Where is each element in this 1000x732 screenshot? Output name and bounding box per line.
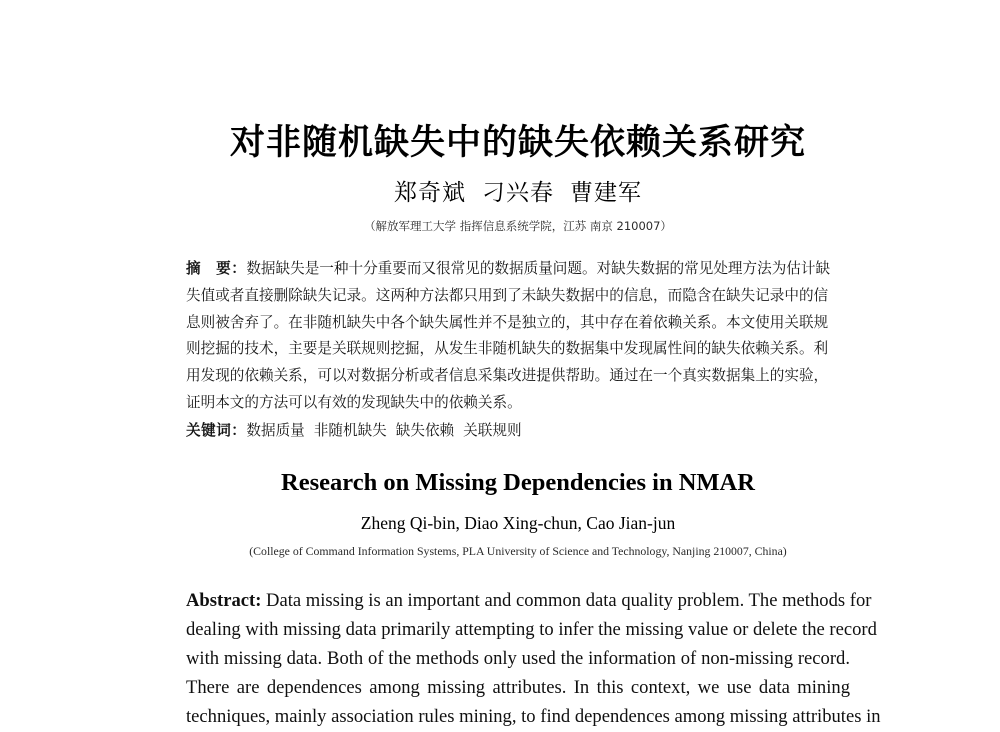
english-abstract-text-1: Data missing is an important and common data quality problem. The methods for — [266, 589, 872, 611]
chinese-author-1: 郑奇斌 — [394, 180, 466, 206]
english-author-list: Zheng Qi-bin, Diao Xing-chun, Cao Jian-jun — [360, 512, 676, 533]
english-abstract-line-5: techniques, mainly association rules mining, to find dependences among missing attributes in — [186, 706, 881, 728]
chinese-abstract-label-char2: 要： — [216, 260, 247, 277]
chinese-abstract-label-char1: 摘 — [186, 260, 202, 277]
english-abstract-line-2: dealing with missing data primarily attempting to infer the missing value or delete the record — [186, 618, 877, 640]
english-abstract — [186, 586, 881, 732]
english-title: Research on Missing Dependencies in NMAR — [281, 468, 755, 496]
chinese-author-list — [186, 177, 850, 209]
english-abstract-line-4: There are dependences among missing attributes. In this context, we use data mining — [186, 677, 850, 699]
chinese-keywords-label: 关键词： — [186, 421, 247, 439]
chinese-abstract-line-5: 用发现的依赖关系，可以对数据分析或者信息采集改进提供帮助。通过在一个真实数据集上的实验， — [186, 367, 829, 385]
chinese-keyword-1: 数据质量 — [246, 421, 305, 439]
chinese-keyword-2: 非随机缺失 — [313, 421, 387, 439]
chinese-abstract-line-2: 失值或者直接删除缺失记录。这两种方法都只用到了未缺失数据中的信息，而隐含在缺失记录中的信 — [186, 286, 829, 304]
chinese-keyword-4: 关联规则 — [463, 421, 522, 439]
chinese-abstract-text-1: 数据缺失是一种十分重要而又很常见的数据质量问题。对缺失数据的常见处理方法为估计缺 — [246, 260, 831, 277]
chinese-abstract-label — [186, 260, 246, 277]
chinese-author-3: 曹建军 — [570, 180, 642, 206]
chinese-abstract-line-3: 息则被舍弃了。在非随机缺失中各个缺失属性并不是独立的，其中存在着依赖关系。本文使用关联规 — [186, 313, 829, 331]
english-abstract-line-1 — [186, 586, 872, 615]
chinese-keyword-3: 缺失依赖 — [395, 421, 455, 439]
chinese-abstract-line-1 — [186, 256, 850, 283]
chinese-affiliation: （解放军理工大学 指挥信息系统学院，江苏 南京 210007） — [364, 219, 672, 233]
english-abstract-label: Abstract: — [186, 589, 262, 611]
chinese-keywords — [186, 418, 850, 445]
english-affiliation: (College of Command Information Systems, PLA University of Science and Technology, Nanjing 210007, China) — [249, 543, 787, 558]
chinese-abstract — [186, 256, 850, 417]
chinese-author-2: 刁兴春 — [482, 180, 554, 206]
chinese-abstract-line-6: 证明本文的方法可以有效的发现缺失中的依赖关系。 — [186, 393, 522, 411]
chinese-title: 对非随机缺失中的缺失依赖关系研究 — [229, 123, 806, 163]
english-abstract-body — [186, 586, 881, 732]
english-abstract-line-3: with missing data. Both of the methods only used the information of non-missing record. — [186, 647, 850, 669]
chinese-abstract-line-4: 则挖掘的技术，主要是关联规则挖掘，从发生非随机缺失的数据集中发现属性间的缺失依赖关系。利 — [186, 340, 829, 358]
document-content-column — [186, 0, 881, 732]
